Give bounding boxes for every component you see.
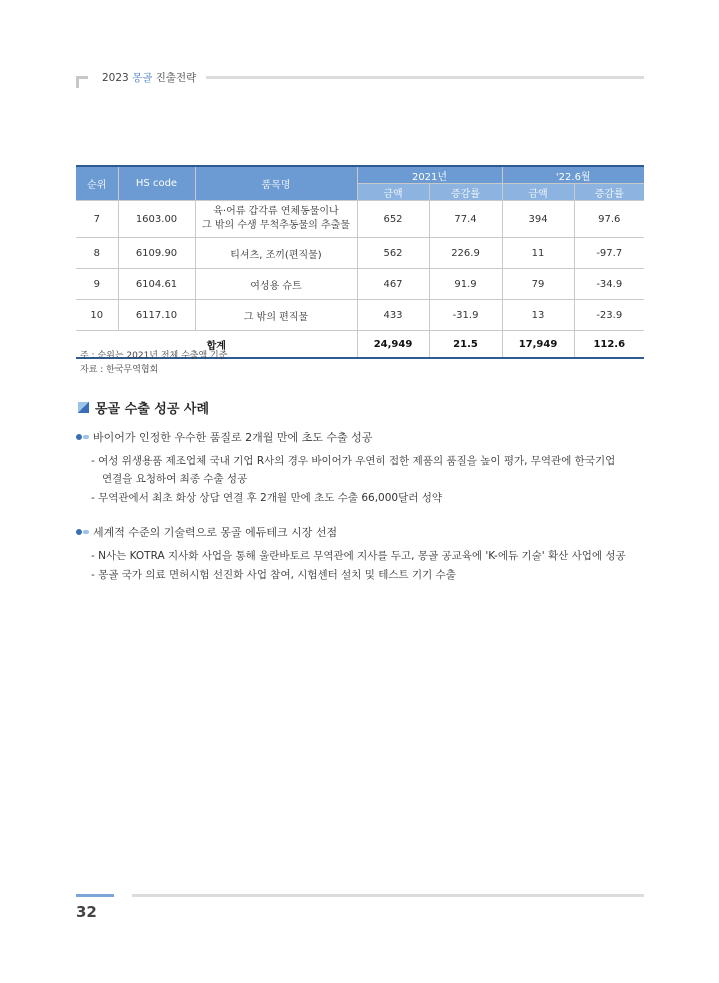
header-title: 진출전략 (155, 72, 197, 84)
col-header-hs-code: HS code (118, 166, 195, 201)
bullet-dot-icon (76, 434, 90, 440)
header-country: 몽골 (132, 72, 153, 84)
cell-amount-2021: 467 (357, 269, 429, 300)
cell-amount-2021: 433 (357, 300, 429, 331)
bullet-heading: 세계적 수준의 기술력으로 몽골 에듀테크 시장 선점 (93, 526, 338, 539)
cell-growth-2022: -97.7 (574, 238, 644, 269)
cell-growth-2021: 226.9 (429, 238, 502, 269)
cell-total-growth-2021: 21.5 (429, 331, 502, 359)
footer-rule (132, 894, 644, 897)
detail-line: - 무역관에서 최초 화상 상담 연결 후 2개월 만에 초도 수출 66,000달러 성약 (91, 492, 442, 504)
cell-total-label: 합계 (76, 331, 357, 359)
detail-line: - N사는 KOTRA 지사화 사업을 통해 울란바토르 무역관에 지사를 두고, 몽골 공교육에 'K-에듀 기술' 확산 사업에 성공 (91, 550, 626, 562)
col-header-item: 품목명 (195, 166, 357, 201)
section-title: 몽골 수출 성공 사례 (95, 402, 210, 417)
detail-line-continued: 연결을 요청하여 최종 수출 성공 (102, 473, 248, 485)
col-header-growth-2021: 증감률 (429, 184, 502, 201)
running-header (102, 70, 196, 85)
cell-amount-2022: 13 (502, 300, 574, 331)
table-note: 주 : 순위는 2021년 전체 수출액 기준 (80, 351, 228, 361)
cell-item-line: 육·어류 갑각류 연체동물이나 (213, 206, 339, 217)
table-row (76, 269, 644, 300)
cell-total-amount-2021: 24,949 (357, 331, 429, 359)
cell-growth-2021: 77.4 (429, 201, 502, 238)
cell-rank: 8 (76, 238, 118, 269)
cell-hs-code: 6109.90 (118, 238, 195, 269)
cell-amount-2022: 11 (502, 238, 574, 269)
bullet-dot-icon (76, 529, 90, 535)
cell-hs-code: 6117.10 (118, 300, 195, 331)
bullet-heading: 바이어가 인정한 우수한 품질로 2개월 만에 초도 수출 성공 (93, 431, 373, 444)
cell-total-growth-2022: 112.6 (574, 331, 644, 359)
col-header-2021: 2021년 (357, 166, 502, 184)
cell-hs-code: 6104.61 (118, 269, 195, 300)
col-header-amount-2022: 금액 (502, 184, 574, 201)
cell-growth-2021: 91.9 (429, 269, 502, 300)
header-year: 2023 (102, 72, 129, 84)
cell-item: 그 밖의 편직물 (195, 300, 357, 331)
cell-item-line: 그 밖의 수생 무척추동물의 추출물 (202, 220, 350, 231)
header-corner-mark (76, 76, 88, 88)
cell-rank: 9 (76, 269, 118, 300)
page-number: 32 (76, 903, 97, 921)
col-header-2022-6: '22.6월 (502, 166, 644, 184)
col-header-amount-2021: 금액 (357, 184, 429, 201)
cell-rank: 7 (76, 201, 118, 238)
cell-amount-2021: 652 (357, 201, 429, 238)
cell-item (195, 201, 357, 238)
cell-amount-2022: 79 (502, 269, 574, 300)
table-row (76, 201, 644, 238)
detail-line: - 몽골 국가 의료 면허시험 선진화 사업 참여, 시험센터 설치 및 테스트 기기 수출 (91, 569, 456, 581)
cell-item: 티셔츠, 조끼(편직물) (195, 238, 357, 269)
export-items-table (76, 165, 644, 359)
col-header-rank: 순위 (76, 166, 118, 201)
cell-growth-2022: 97.6 (574, 201, 644, 238)
footer-accent-bar (76, 894, 114, 897)
cell-rank: 10 (76, 300, 118, 331)
cell-growth-2021: -31.9 (429, 300, 502, 331)
cell-amount-2021: 562 (357, 238, 429, 269)
cell-hs-code: 1603.00 (118, 201, 195, 238)
cell-total-amount-2022: 17,949 (502, 331, 574, 359)
table-source: 자료 : 한국무역협회 (80, 365, 159, 375)
table-row (76, 300, 644, 331)
cell-growth-2022: -34.9 (574, 269, 644, 300)
header-rule (206, 76, 644, 79)
col-header-growth-2022: 증감률 (574, 184, 644, 201)
section-square-icon (78, 402, 89, 413)
detail-line: - 여성 위생용품 제조업체 국내 기업 R사의 경우 바이어가 우연히 접한 제품의 품질을 높이 평가, 무역관에 한국기업 (91, 455, 616, 467)
cell-growth-2022: -23.9 (574, 300, 644, 331)
cell-item: 여성용 슈트 (195, 269, 357, 300)
cell-amount-2022: 394 (502, 201, 574, 238)
table-row (76, 238, 644, 269)
